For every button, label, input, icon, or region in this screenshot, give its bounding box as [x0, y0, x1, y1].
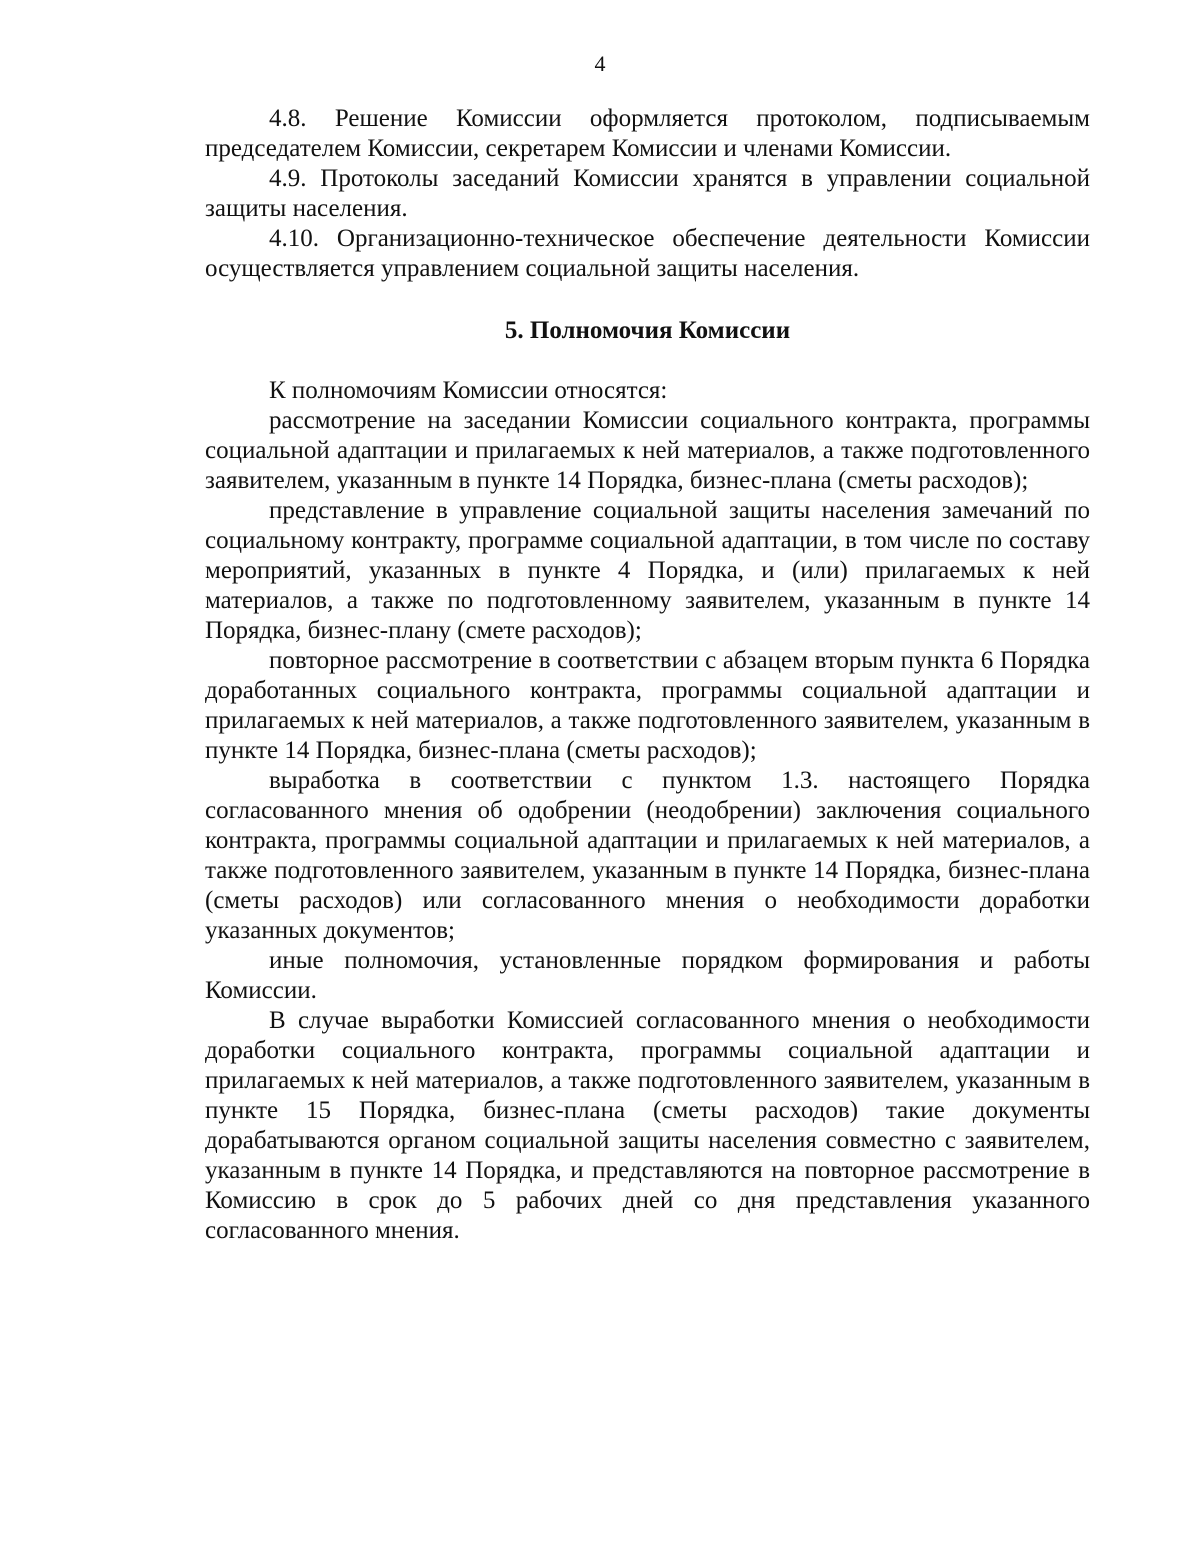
section-title: 5. Полномочия Комиссии [504, 317, 791, 344]
page-number: 4 [594, 51, 606, 76]
document-body [205, 104, 1090, 1246]
paragraph-power-other: иные полномочия, установленные порядком формирования и работы Комиссии. [205, 947, 1090, 1004]
paragraph-4-9: 4.9. Протоколы заседаний Комиссии хранятся в управлении социальной защиты населения. [205, 165, 1090, 222]
paragraph-revision: В случае выработки Комиссией согласованного мнения о необходимости доработки социального контракта, программы социальной адаптации и прилагаемых к ней материалов, а также подготовленного заявителем, указанным в пункте 15 Порядка, бизнес-плана (сметы расходов) такие документы дорабатываются органом социальной защиты населения совместно с заявителем, указанным в пункте 14 Порядка, и представляются на повторное рассмотрение в Комиссию в срок до 5 рабочих дней со дня представления указанного согласованного мнения. [205, 1007, 1090, 1244]
paragraph-intro: К полномочиям Комиссии относятся: [269, 377, 668, 404]
paragraph-power-remarks: представление в управление социальной защиты населения замечаний по социальному контракту, программе социальной адаптации, в том числе по составу мероприятий, указанных в пункте 4 Порядка, и (или) прилагаемых к ней материалов, а также по подготовленному заявителем, указанным в пункте 14 Порядка, бизнес-плану (смете расходов); [205, 497, 1090, 644]
paragraph-4-8: 4.8. Решение Комиссии оформляется протоколом, подписываемым председателем Комиссии, секретарем Комиссии и членами Комиссии. [205, 105, 1090, 162]
paragraph-power-re-review: повторное рассмотрение в соответствии с абзацем вторым пункта 6 Порядка доработанных социального контракта, программы социальной адаптации и прилагаемых к ней материалов, а также подготовленного заявителем, указанным в пункте 14 Порядка, бизнес-плана (сметы расходов); [205, 647, 1090, 764]
paragraph-power-opinion: выработка в соответствии с пунктом 1.3. настоящего Порядка согласованного мнения об одобрении (неодобрении) заключения социального контракта, программы социальной адаптации и прилагаемых к ней материалов, а также подготовленного заявителем, указанным в пункте 14 Порядка, бизнес-плана (сметы расходов) или согласованного мнения о необходимости доработки указанных документов; [205, 767, 1090, 944]
paragraph-4-10: 4.10. Организационно-техническое обеспечение деятельности Комиссии осуществляется управлением социальной защиты населения. [205, 225, 1090, 282]
paragraph-power-review: рассмотрение на заседании Комиссии социального контракта, программы социальной адаптации и прилагаемых к ней материалов, а также подготовленного заявителем, указанным в пункте 14 Порядка, бизнес-плана (сметы расходов); [205, 407, 1090, 494]
